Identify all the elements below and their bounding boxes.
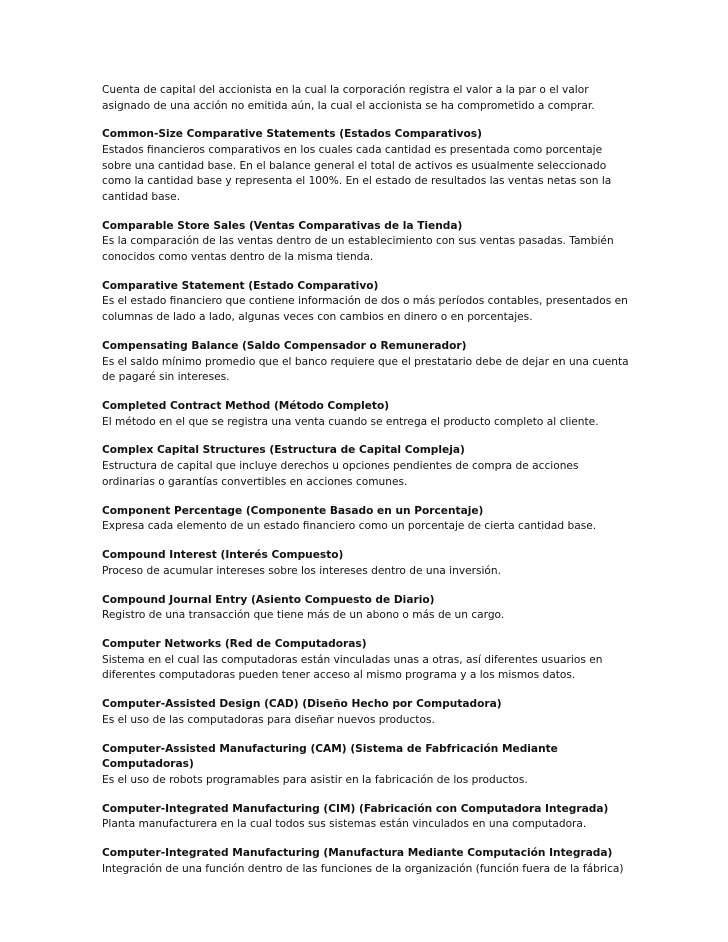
- entry-definition: Integración de una función dentro de las funciones de la organización (función fuera de la fábrica): [102, 862, 624, 875]
- glossary-entry: [102, 127, 630, 205]
- entry-definition: El método en el que se registra una venta cuando se entrega el producto completo al cliente.: [102, 415, 599, 428]
- intro-definition: Cuenta de capital del accionista en la cual la corporación registra el valor a la par o el valor asignado de una acción no emitida aún, la cual el accionista se ha comprometido a comprar.: [102, 84, 595, 112]
- glossary-entry: [102, 279, 630, 326]
- entry-term: Comparative Statement (Estado Comparativo): [102, 279, 379, 292]
- entry-definition: Expresa cada elemento de un estado financiero como un porcentaje de cierta cantidad base.: [102, 520, 597, 533]
- glossary-entry: [102, 443, 630, 490]
- entry-term: Computer-Integrated Manufacturing (CIM) (Fabricación con Computadora Integrada): [102, 802, 609, 815]
- entry-term: Computer Networks (Red de Computadoras): [102, 638, 367, 650]
- entry-definition: Es el estado financiero que contiene información de dos o más períodos contables, presentados en columnas de lado a lado, algunas veces con cambios en dinero o en porcentajes.: [102, 295, 628, 324]
- entry-term: Computer-Assisted Design (CAD) (Diseño Hecho por Computadora): [102, 698, 502, 711]
- entry-definition: Proceso de acumular intereses sobre los intereses dentro de una inversión.: [102, 564, 501, 577]
- entry-definition: Es el uso de las computadoras para diseñar nuevos productos.: [102, 713, 435, 726]
- entry-term: Component Percentage (Componente Basado en un Porcentaje): [102, 504, 484, 517]
- entry-term: Computer-Integrated Manufacturing (Manufactura Mediante Computación Integrada): [102, 847, 613, 860]
- glossary-entry: [102, 697, 630, 728]
- glossary-entry: [102, 548, 630, 579]
- glossary-entry: [102, 339, 630, 386]
- entry-term: Complex Capital Structures (Estructura de Capital Compleja): [102, 444, 465, 457]
- entry-definition: Estructura de capital que incluye derechos u opciones pendientes de compra de acciones ordinarias o garantías convertibles en acciones comunes.: [102, 460, 579, 488]
- glossary-entry: [102, 742, 630, 789]
- glossary-entry: [102, 219, 630, 266]
- glossary-entry: [102, 637, 630, 684]
- entry-definition: Es el saldo mínimo promedio que el banco requiere que el prestatario debe de dejar en una cuenta de pagaré sin intereses.: [102, 355, 629, 384]
- entry-term: Compensating Balance (Saldo Compensador o Remunerador): [102, 339, 467, 352]
- entry-term: Compound Interest (Interés Compuesto): [102, 549, 344, 562]
- entry-term: Comparable Store Sales (Ventas Comparativas de la Tienda): [102, 219, 463, 232]
- entry-definition: Es la comparación de las ventas dentro de un establecimiento con sus ventas pasadas. También conocidos como ventas dentro de la misma tienda.: [102, 235, 614, 263]
- entry-definition: Estados financieros comparativos en los cuales cada cantidad es presentada como porcentaje sobre una cantidad base. En el balance general el total de activos es usualmente seleccionado como la cantidad base y representa el 100%. En el estado de resultados las ventas netas son la cantidad base.: [102, 144, 612, 203]
- entry-term: Compound Journal Entry (Asiento Compuesto de Diario): [102, 593, 435, 606]
- glossary-entry: [102, 802, 630, 833]
- glossary-entry: [102, 504, 630, 535]
- entry-definition: Es el uso de robots programables para asistir en la fabricación de los productos.: [102, 773, 528, 786]
- entry-term: Common-Size Comparative Statements (Estados Comparativos): [102, 128, 482, 141]
- entry-term: Computer-Assisted Manufacturing (CAM) (Sistema de Fabfricación Mediante Computadoras): [102, 742, 558, 771]
- glossary-entry: [102, 846, 630, 877]
- entry-term: Completed Contract Method (Método Completo): [102, 399, 390, 412]
- entry-definition: Registro de una transacción que tiene más de un abono o más de un cargo.: [102, 609, 505, 622]
- entry-definition: Sistema en el cual las computadoras están vinculadas unas a otras, así diferentes usuarios en diferentes computadoras pueden tener acceso al mismo programa y a los mismos datos.: [102, 653, 603, 682]
- glossary-entry: [102, 593, 630, 624]
- glossary-entry: [102, 399, 630, 430]
- glossary-page: [102, 83, 630, 891]
- entry-definition: Planta manufacturera en la cual todos sus sistemas están vinculados en una computadora.: [102, 818, 587, 831]
